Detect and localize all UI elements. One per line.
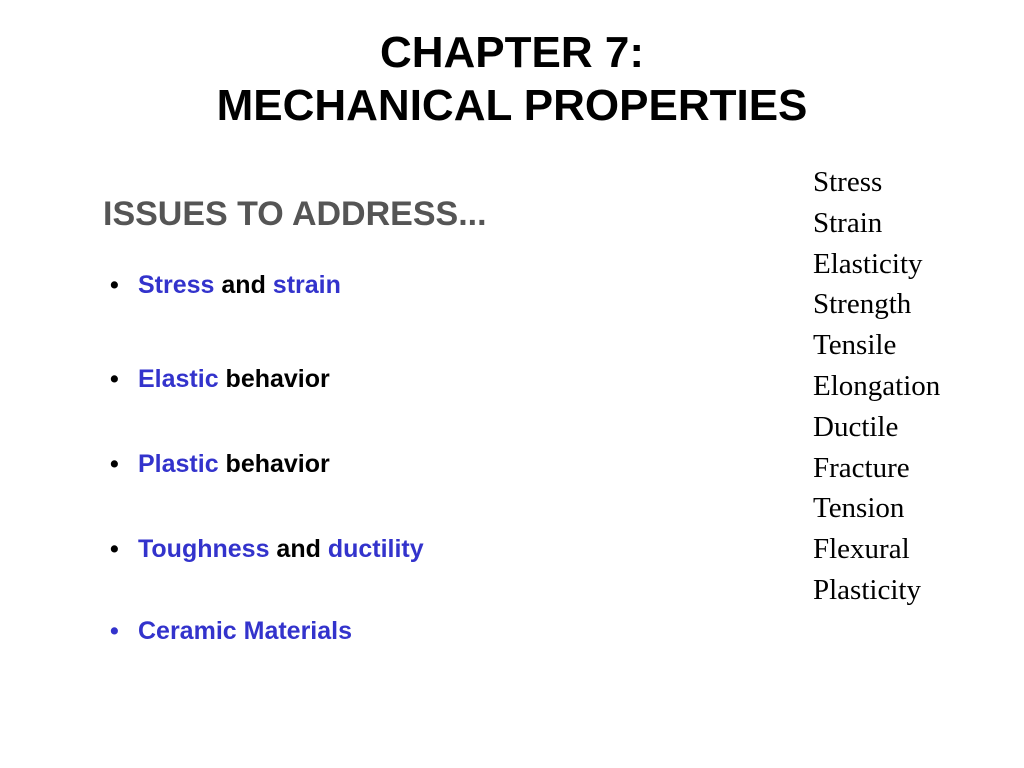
bullet-connector: behavior — [218, 450, 330, 478]
term-item: Plasticity — [813, 573, 921, 606]
bullet-dot: • — [110, 617, 119, 645]
bullet-elastic-behavior — [110, 364, 330, 394]
bullet-term: strain — [272, 271, 341, 299]
term-item: Tension — [813, 492, 905, 525]
term-item: Ductile — [813, 410, 899, 443]
term-item: Elasticity — [813, 247, 923, 280]
bullet-term: Plastic — [138, 450, 219, 478]
issues-heading: ISSUES TO ADDRESS... — [103, 195, 487, 233]
terms-list — [813, 162, 940, 611]
bullet-connector: and — [214, 271, 273, 299]
bullet-term: Stress — [138, 271, 215, 299]
title-line-1: CHAPTER 7: — [379, 28, 645, 77]
term-item: Flexural — [813, 533, 910, 566]
bullet-dot: • — [110, 450, 119, 478]
bullet-term: Elastic — [138, 365, 219, 393]
bullet-connector: behavior — [218, 365, 330, 393]
bullet-dot: • — [110, 271, 119, 299]
bullet-term: Toughness — [138, 535, 270, 563]
bullet-toughness-ductility — [110, 534, 424, 564]
bullet-term: ductility — [327, 535, 424, 563]
title-line-2: MECHANICAL PROPERTIES — [216, 81, 808, 130]
slide-title — [0, 26, 1024, 132]
term-item: Stress — [813, 166, 883, 198]
bullet-dot: • — [110, 365, 119, 393]
bullet-stress-strain — [110, 270, 341, 300]
term-item: Strength — [813, 288, 912, 321]
term-item: Elongation — [813, 369, 941, 402]
term-item: Fracture — [813, 451, 910, 484]
term-item: Strain — [813, 206, 883, 239]
term-item: Tensile — [813, 329, 897, 362]
bullet-term: Ceramic Materials — [138, 617, 353, 645]
bullet-plastic-behavior — [110, 449, 330, 479]
bullet-connector: and — [269, 535, 328, 563]
bullet-ceramic-materials — [110, 616, 352, 646]
bullet-dot: • — [110, 535, 119, 563]
